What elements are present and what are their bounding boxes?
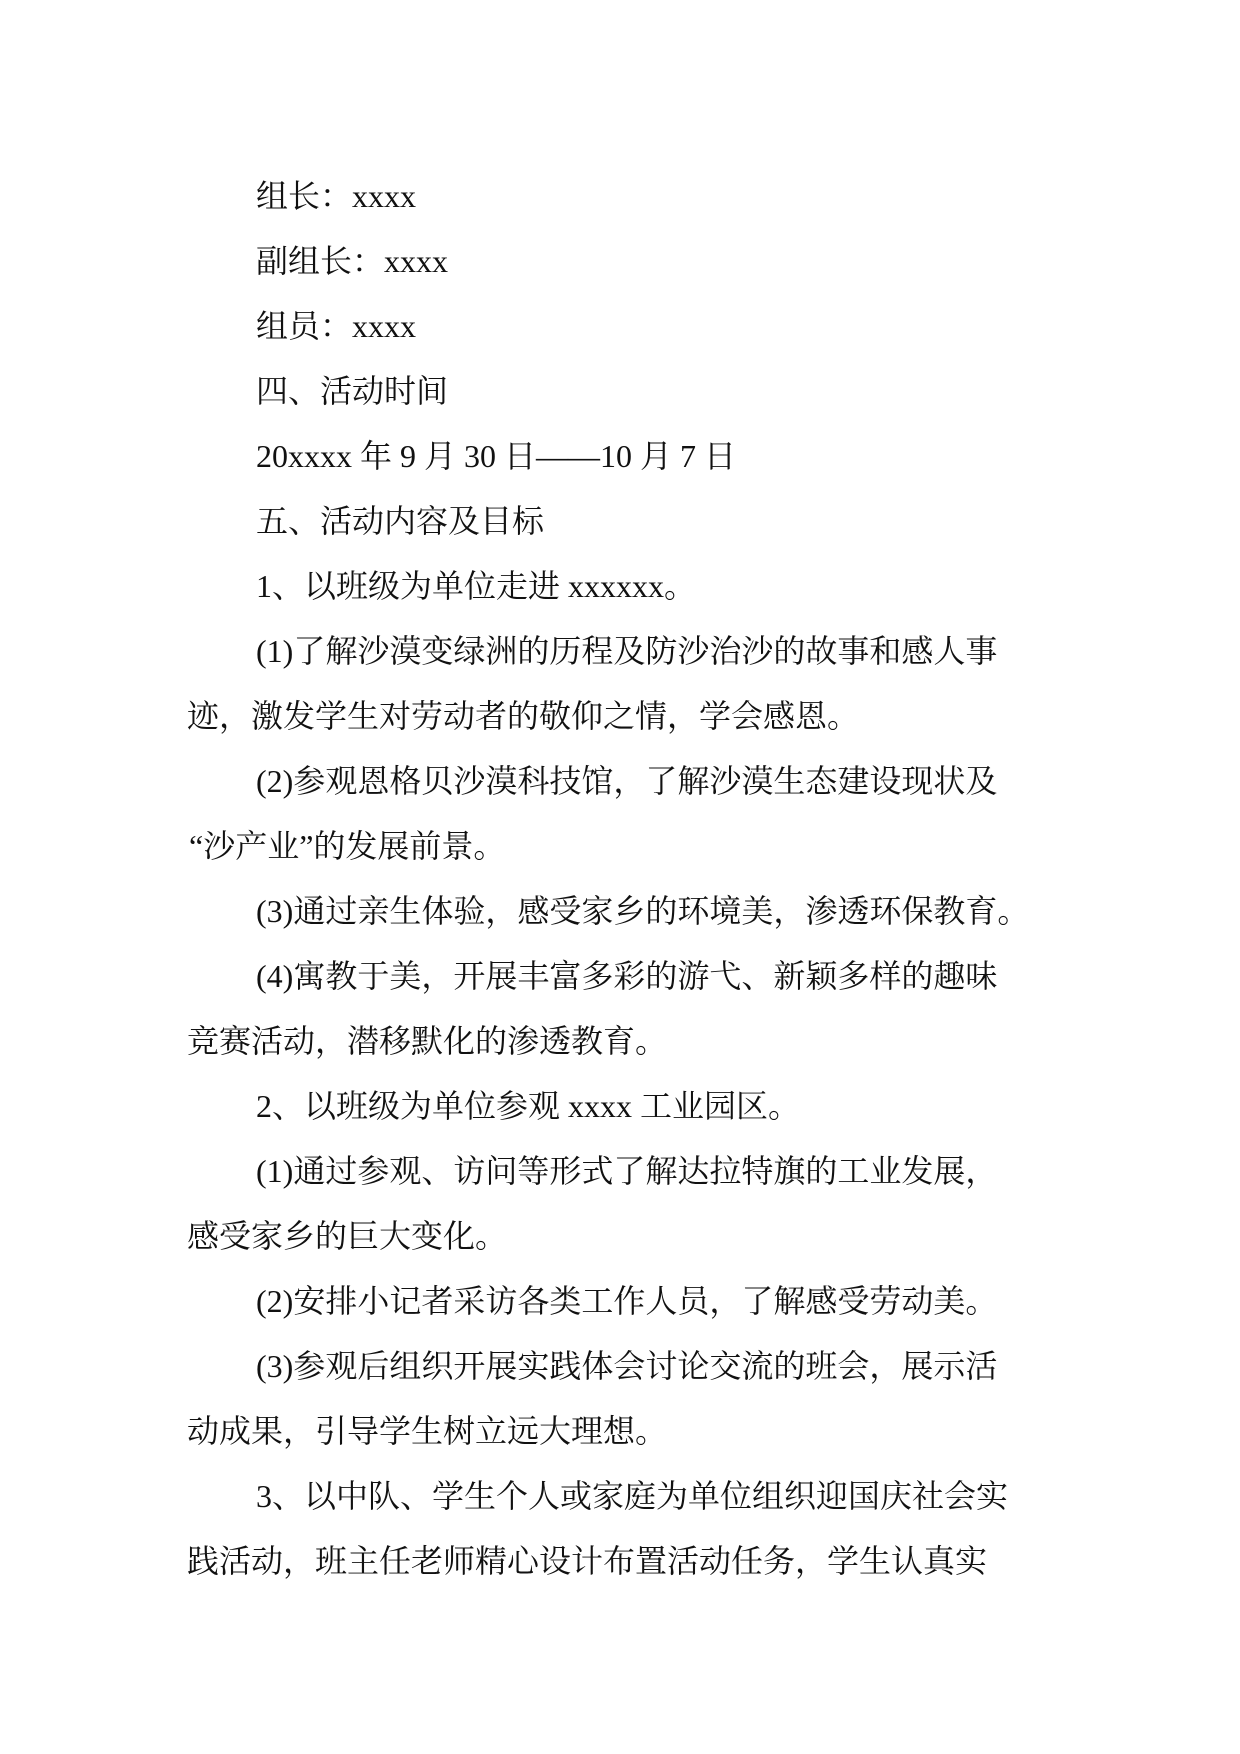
item-1-1-line-2: 迹，激发学生对劳动者的敬仰之情，学会感恩。 <box>187 698 860 734</box>
item-2-1-line-2: 感受家乡的巨大变化。 <box>187 1218 508 1254</box>
item-1-4-line-2: 竞赛活动，潜移默化的渗透教育。 <box>187 1023 668 1059</box>
item-2-3-line-1: (3)参观后组织开展实践体会讨论交流的班会，展示活 <box>256 1348 998 1384</box>
item-1-2-line-1: (2)参观恩格贝沙漠科技馆，了解沙漠生态建设现状及 <box>256 763 998 799</box>
item-2-2: (2)安排小记者采访各类工作人员，了解感受劳动美。 <box>256 1283 998 1319</box>
item-1-1-line-1: (1)了解沙漠变绿洲的历程及防沙治沙的故事和感人事 <box>256 633 998 669</box>
item-1-heading: 1、以班级为单位走进 xxxxxx。 <box>256 568 697 604</box>
item-3-line-1: 3、以中队、学生个人或家庭为单位组织迎国庆社会实 <box>256 1478 1009 1514</box>
item-1-4-line-1: (4)寓教于美，开展丰富多彩的游弋、新颖多样的趣味 <box>256 958 998 994</box>
deputy-leader-line: 副组长：xxxx <box>256 243 449 279</box>
document-body <box>187 164 1063 1594</box>
members-line: 组员：xxxx <box>256 308 417 344</box>
activity-date-range: 20xxxx 年 9 月 30 日——10 月 7 日 <box>256 438 737 474</box>
item-1-3: (3)通过亲生体验，感受家乡的环境美，渗透环保教育。 <box>256 893 1030 929</box>
item-2-heading: 2、以班级为单位参观 xxxx 工业园区。 <box>256 1088 801 1124</box>
item-3-line-2: 践活动，班主任老师精心设计布置活动任务，学生认真实 <box>187 1543 988 1579</box>
item-1-2-line-2: “沙产业”的发展前景。 <box>189 828 506 864</box>
item-2-1-line-1: (1)通过参观、访问等形式了解达拉特旗的工业发展， <box>256 1153 998 1189</box>
item-2-3-line-2: 动成果，引导学生树立远大理想。 <box>187 1413 668 1449</box>
section-heading-activity-time: 四、活动时间 <box>256 373 449 409</box>
section-heading-content-goals: 五、活动内容及目标 <box>256 503 545 539</box>
leader-line: 组长：xxxx <box>256 178 417 214</box>
